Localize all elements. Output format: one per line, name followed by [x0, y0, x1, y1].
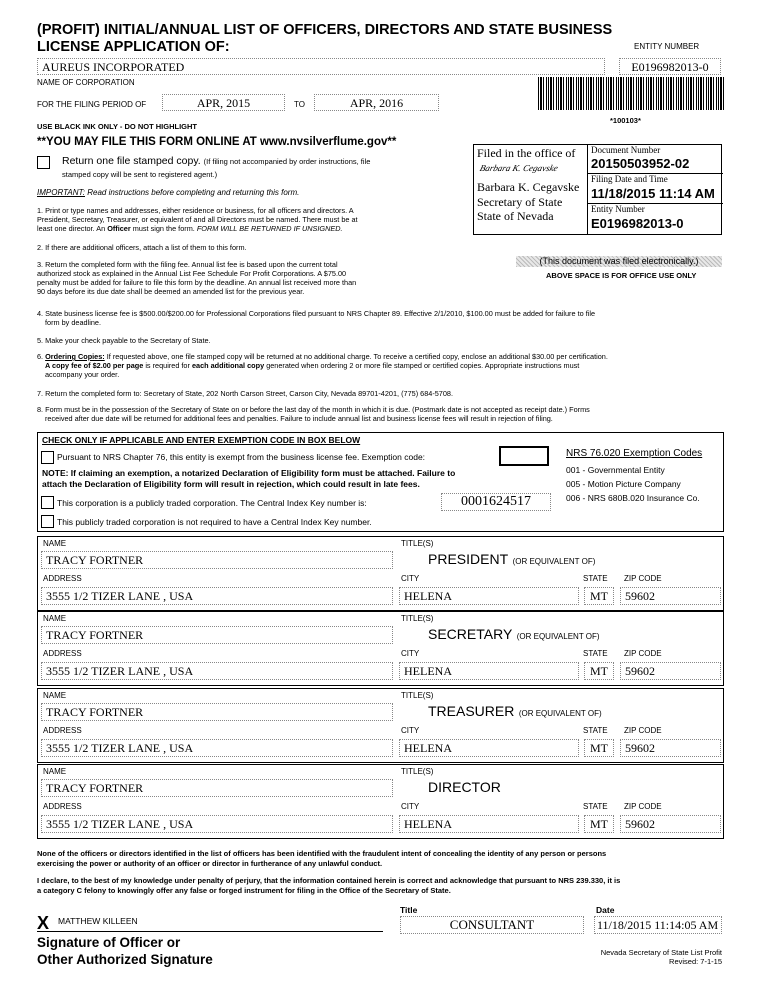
important-note [37, 188, 299, 197]
fraud-declaration [37, 849, 737, 869]
officer-zip-field[interactable]: 59602 [620, 815, 721, 833]
stamp-signature: Barbara K. Cegavske [478, 163, 560, 173]
officer-title-label: TITLE(S) [401, 539, 434, 548]
stamp-right [587, 145, 722, 234]
instruction-6-label: Ordering Copies: [45, 352, 105, 361]
stamp-name: Barbara K. Cegavske [477, 180, 580, 194]
instruction-3 [37, 260, 457, 296]
instruction-4-line1: 4. State business license fee is $500.00/$200.00 for Professional Corporations filed pursuant to NRS Chapter 89. Effective 2/1/2010, $100.00 must be added for failure to file [37, 309, 596, 318]
nrs76-exempt-checkbox[interactable] [41, 451, 54, 464]
officer-zip-field[interactable]: 59602 [620, 739, 721, 757]
perjury-declaration-line2: a category C felony to knowingly offer any false or forged instrument for filing in the Office of the Secretary of State. [37, 886, 451, 895]
exemption-section [37, 432, 724, 532]
officer-block [37, 536, 724, 611]
instruction-5: 5. Make your check payable to the Secretary of State. [37, 336, 211, 345]
officer-name-field[interactable]: TRACY FORTNER [41, 779, 393, 797]
officer-name-field[interactable]: TRACY FORTNER [41, 703, 393, 721]
publicly-traded-checkbox[interactable] [41, 496, 54, 509]
officer-address-label: ADDRESS [43, 574, 82, 583]
period-to-label: TO [294, 100, 305, 109]
officer-title-equiv: (OR EQUIVALENT OF) [516, 632, 600, 641]
cik-text: This corporation is a publicly traded corporation. The Central Index Key number is: [57, 498, 367, 508]
instruction-6-fee: A copy fee of $2.00 per page [45, 361, 144, 370]
instruction-7: 7. Return the completed form to: Secretary of State, 202 North Carson Street, Carson City, Nevada 89701-4201, (775) 684-5708. [37, 389, 454, 398]
instruction-3-line1: 3. Return the completed form with the filing fee. Annual list fee is based upon the current total [37, 260, 338, 269]
officer-state-field[interactable]: MT [584, 587, 614, 605]
instruction-2: 2. If there are additional officers, attach a list of them to this form. [37, 243, 247, 252]
officer-city-label: CITY [401, 574, 420, 583]
officer-address-field[interactable]: 3555 1/2 TIZER LANE , USA [41, 739, 393, 757]
cik-not-required-checkbox[interactable] [41, 515, 54, 528]
officer-zip-label: ZIP CODE [624, 649, 662, 658]
officer-block [37, 611, 724, 686]
office-use-label: ABOVE SPACE IS FOR OFFICE USE ONLY [546, 271, 697, 280]
officer-address-field[interactable]: 3555 1/2 TIZER LANE , USA [41, 815, 393, 833]
officer-title-value: PRESIDENT [428, 551, 509, 567]
document-number-label: Document Number [591, 145, 661, 155]
form-title [37, 22, 612, 56]
exemption-note [42, 468, 455, 490]
stamp-title2: State of Nevada [477, 209, 554, 223]
officer-title-value: TREASURER [428, 703, 515, 719]
officer-zip-field[interactable]: 59602 [620, 662, 721, 680]
officer-title-label: TITLE(S) [401, 614, 434, 623]
officer-title-value: DIRECTOR [428, 779, 501, 795]
signature-x-mark: X [37, 913, 50, 933]
officer-address-label: ADDRESS [43, 802, 82, 811]
return-copy-line2: stamped copy will be sent to registered agent.) [62, 170, 218, 179]
form-title-line1: (PROFIT) INITIAL/ANNUAL LIST OF OFFICERS, DIRECTORS AND STATE BUSINESS [37, 22, 613, 38]
perjury-declaration-line1: I declare, to the best of my knowledge under penalty of perjury, that the information contained herein is correct and acknowledge that pursuant to NRS 239.330, it is [37, 876, 621, 885]
officer-name-label: NAME [43, 614, 67, 623]
officer-name-label: NAME [43, 539, 67, 548]
instruction-3-line3: penalty must be added for failure to file this form by the deadline. An annual list received more than [37, 278, 357, 287]
officer-address-label: ADDRESS [43, 726, 82, 735]
entity-number-field[interactable]: E0196982013-0 [619, 58, 721, 75]
instruction-6-text: If requested above, one file stamped copy will be returned at no additional charge. To receive a certified copy, enclose an additional $30.00 per certification. [106, 352, 608, 361]
officer-city-field[interactable]: HELENA [399, 587, 579, 605]
return-copy-title: Return one file stamped copy. [62, 155, 201, 167]
exemption-header: CHECK ONLY IF APPLICABLE AND ENTER EXEMPTION CODE IN BOX BELOW [42, 435, 361, 445]
stamp-title1: Secretary of State [477, 195, 563, 209]
instruction-8 [37, 405, 737, 423]
officer-city-label: CITY [401, 649, 420, 658]
instruction-1-line3 [37, 224, 457, 233]
barcode-number: *100103* [610, 116, 641, 125]
instruction-4 [37, 309, 737, 327]
stamp-entity-number: E0196982013-0 [591, 216, 684, 231]
instruction-3-line2: authorized stock as explained in the Annual List Fee Schedule For Profit Corporations. A $75.00 [37, 269, 347, 278]
signer-name[interactable]: MATTHEW KILLEEN [58, 916, 138, 926]
filed-in-office: Filed in the office of [477, 146, 576, 160]
officer-name-field[interactable]: TRACY FORTNER [41, 551, 393, 569]
officer-title [428, 703, 602, 721]
officer-block [37, 764, 724, 839]
officer-name-field[interactable]: TRACY FORTNER [41, 626, 393, 644]
barcode [538, 77, 726, 110]
officer-title-equiv: (OR EQUIVALENT OF) [512, 557, 596, 566]
instruction-6-each: each additional copy [191, 361, 265, 370]
exemption-code-001: 001 - Governmental Entity [566, 465, 665, 475]
footer-line1: Nevada Secretary of State List Profit [600, 948, 722, 957]
corporation-name-field[interactable]: AUREUS INCORPORATED [37, 58, 605, 75]
exemption-note-line1: NOTE: If claiming an exemption, a notarized Declaration of Eligibility form must be attached. Failure to [42, 468, 456, 478]
signature-label [37, 934, 213, 968]
filing-stamp [473, 144, 722, 235]
officer-title-value: SECRETARY [428, 626, 513, 642]
officer-zip-label: ZIP CODE [624, 802, 662, 811]
form-title-line2: LICENSE APPLICATION OF: [37, 39, 230, 55]
cik-not-required-text: This publicly traded corporation is not required to have a Central Index Key number. [57, 517, 372, 527]
officer-zip-label: ZIP CODE [624, 574, 662, 583]
officer-title-label: TITLE(S) [401, 691, 434, 700]
instruction-6 [37, 352, 737, 379]
officer-city-label: CITY [401, 726, 420, 735]
exemption-code-box[interactable] [499, 446, 549, 466]
officer-address-label: ADDRESS [43, 649, 82, 658]
instruction-1-officer: Officer [107, 224, 131, 233]
officer-name-label: NAME [43, 767, 67, 776]
instruction-1-rest: must sign the form. [132, 224, 195, 233]
officer-block [37, 688, 724, 763]
officer-address-field[interactable]: 3555 1/2 TIZER LANE , USA [41, 662, 393, 680]
exemption-codes-title: NRS 76.020 Exemption Codes [566, 448, 703, 459]
exemption-note-line2: attach the Declaration of Eligibility form will result in rejection, which could result in late fees. [42, 479, 420, 489]
instruction-1 [37, 206, 457, 233]
officer-city-field[interactable]: HELENA [399, 662, 579, 680]
officer-state-label: STATE [583, 802, 608, 811]
officer-title [428, 779, 501, 797]
entity-number-label: ENTITY NUMBER [634, 42, 700, 51]
corporation-name-label: NAME OF CORPORATION [37, 78, 135, 87]
instruction-6-line3: accompany your order. [45, 370, 120, 379]
instruction-1-text: least one director. An [37, 224, 106, 233]
instruction-6-line1 [37, 352, 737, 361]
online-filing-note: **YOU MAY FILE THIS FORM ONLINE AT www.nvsilverflume.gov** [37, 136, 397, 148]
fraud-declaration-line2: exercising the power or authority of an officer or director in furtherance of any unlawful conduct. [37, 859, 383, 868]
cik-number-field[interactable]: 0001624517 [441, 493, 551, 511]
filing-period-label: FOR THE FILING PERIOD OF [37, 100, 147, 109]
return-copy-rest: (If filing not accompanied by order instructions, file [203, 157, 371, 166]
instruction-6-line2 [37, 361, 737, 370]
exemption-code-005: 005 - Motion Picture Company [566, 479, 681, 489]
instruction-6-num: 6. [37, 352, 44, 361]
return-copy-checkbox[interactable] [37, 156, 50, 169]
return-copy-text [62, 155, 370, 167]
officer-title-label: TITLE(S) [401, 767, 434, 776]
important-label: IMPORTANT: [37, 188, 85, 197]
filing-date-label: Filing Date and Time [591, 174, 668, 184]
instruction-8-line1: 8. Form must be in the possession of the Secretary of State on or before the last day of the month in which it is due. (Postmark date is not accepted as receipt date.) Forms [37, 405, 590, 414]
electronic-filing-note: (This document was filed electronically.) [516, 256, 722, 267]
officer-state-label: STATE [583, 726, 608, 735]
stamp-entity-label: Entity Number [591, 204, 645, 214]
officer-city-label: CITY [401, 802, 420, 811]
instruction-6-req: is required for [145, 361, 190, 370]
instruction-8-line2: received after due date will be returned for additional fees and penalties. Failure to include annual list and business license fees will result in rejection of filing. [45, 414, 553, 423]
instruction-3-line4: 90 days before its due date shall be deemed an amended list for the previous year. [37, 287, 305, 296]
signature-title-label: Title [400, 905, 418, 915]
officer-state-field[interactable]: MT [584, 815, 614, 833]
period-from-field[interactable]: APR, 2015 [162, 94, 285, 111]
officer-city-field[interactable]: HELENA [399, 815, 579, 833]
officer-zip-field[interactable]: 59602 [620, 587, 721, 605]
instruction-6-rest: generated when ordering 2 or more file stamped or certified copies. Appropriate instructions must [266, 361, 580, 370]
exemption-code-006: 006 - NRS 680B.020 Insurance Co. [566, 493, 700, 503]
instruction-4-line2: form by deadline. [45, 318, 101, 327]
fraud-declaration-line1: None of the officers or directors identified in the list of officers has been identified with the fraudulent intent of concealing the identity of any person or persons [37, 849, 607, 858]
footer-line2: Revised: 7-1-15 [669, 957, 722, 966]
officer-name-label: NAME [43, 691, 67, 700]
form-footer [540, 948, 722, 966]
black-ink-note: USE BLACK INK ONLY - DO NOT HIGHLIGHT [37, 122, 198, 131]
signature-label-line2: Other Authorized Signature [37, 952, 213, 967]
instruction-1-line2: President, Secretary, Treasurer, or equivalent of and all Directors must be named. There must be at [37, 215, 358, 224]
officer-title-equiv: (OR EQUIVALENT OF) [518, 709, 602, 718]
signature-label-line1: Signature of Officer or [37, 935, 181, 950]
instruction-1-line1: 1. Print or type names and addresses, either residence or business, for all officers and directors. A [37, 206, 354, 215]
perjury-declaration [37, 876, 737, 896]
signature-title-field[interactable]: CONSULTANT [400, 916, 584, 934]
signature-line [37, 931, 383, 932]
document-number: 20150503952-02 [591, 156, 690, 171]
signature-date-label: Date [596, 905, 615, 915]
filing-date: 11/18/2015 11:14 AM [591, 186, 715, 201]
signature-date-field[interactable]: 11/18/2015 11:14:05 AM [594, 916, 722, 934]
officer-state-field[interactable]: MT [584, 662, 614, 680]
officer-zip-label: ZIP CODE [624, 726, 662, 735]
instruction-1-warning: FORM WILL BE RETURNED IF UNSIGNED. [196, 224, 343, 233]
period-to-field[interactable]: APR, 2016 [314, 94, 439, 111]
officer-state-label: STATE [583, 649, 608, 658]
officer-city-field[interactable]: HELENA [399, 739, 579, 757]
officer-title [428, 626, 600, 644]
officer-state-field[interactable]: MT [584, 739, 614, 757]
officer-state-label: STATE [583, 574, 608, 583]
nrs76-text: Pursuant to NRS Chapter 76, this entity is exempt from the business license fee. Exemption code: [57, 452, 426, 462]
important-text: Read instructions before completing and returning this form. [87, 188, 300, 197]
officer-address-field[interactable]: 3555 1/2 TIZER LANE , USA [41, 587, 393, 605]
officer-title [428, 551, 595, 569]
